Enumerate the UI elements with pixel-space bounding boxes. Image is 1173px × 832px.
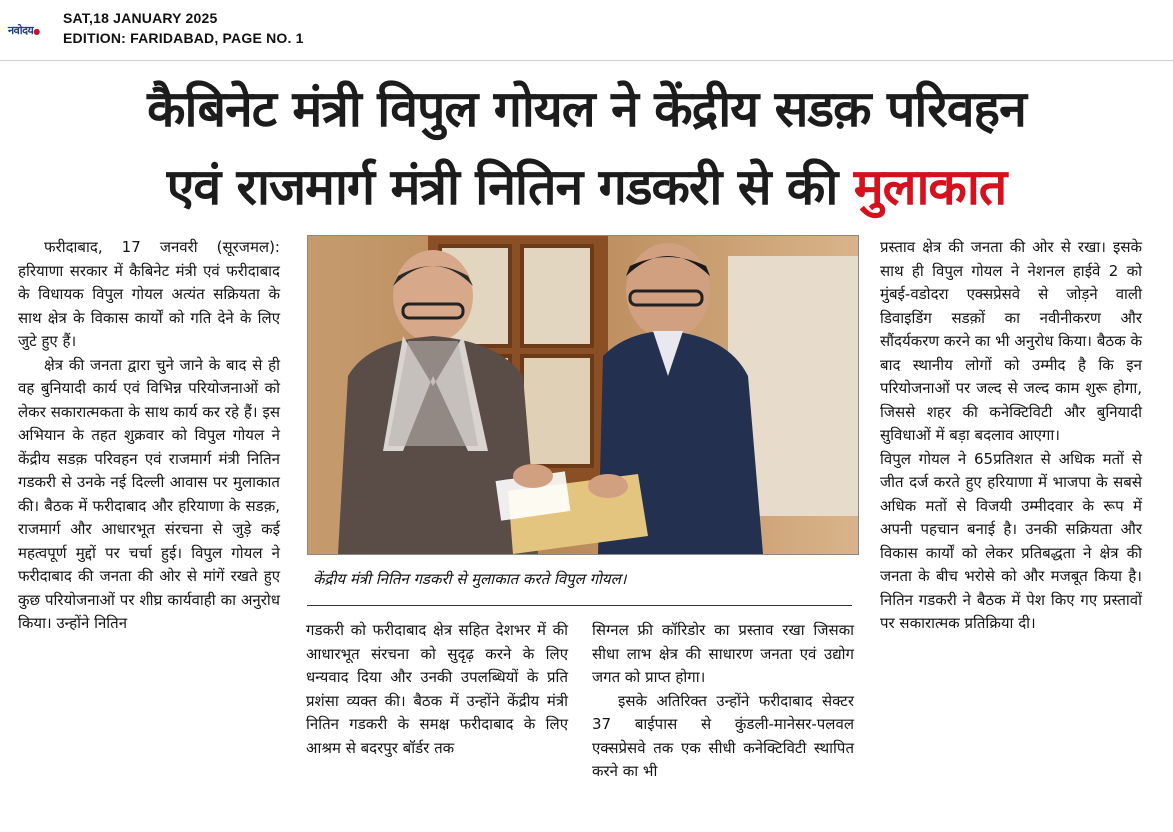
headline-line-1: कैबिनेट मंत्री विपुल गोयल ने केंद्रीय सडक़ परिवहन [147,80,1026,138]
newspaper-logo: नवोदय● [8,24,40,37]
article-paragraph: फरीदाबाद, 17 जनवरी (सूरजमल): हरियाणा सरकार में कैबिनेट मंत्री एवं फरीदाबाद के विधायक विपुल गोयल अत्यंत सक्रियता के साथ क्षेत्र के विकास कार्यों को गति देने के लिए जुटे हुए हैं। [18,238,280,350]
article-column-3 [592,619,854,784]
photo-caption: केंद्रीय मंत्री नितिन गडकरी से मुलाकात करते विपुल गोयल। [313,570,627,588]
edition-page: EDITION: FARIDABAD, PAGE NO. 1 [63,30,304,46]
logo-text: नवोदय [8,24,34,37]
article-paragraph: क्षेत्र की जनता द्वारा चुने जाने के बाद से ही वह बुनियादी कार्य एवं विभिन्न परियोजनाओं को लेकर सकारात्मकता के साथ कार्य कर रहे हैं। इस अभियान के तहत शुक्रवार को विपुल गोयल ने केंद्रीय सडक़ परिवहन एवं राजमार्ग मंत्री नितिन गडकरी से उनके नई दिल्ली आवास पर मुलाकात की। बैठक में फरीदाबाद और हरियाणा के सडक़, राजमार्ग और आधारभूत संरचना से जुड़े कई महत्वपूर्ण मुद्दों पर चर्चा हुई। विपुल गोयल ने फरीदाबाद की जनता की ओर से मांगें रखते हुए कुछ परियोजनाओं पर शीघ्र कार्यवाही का अनुरोध किया। उन्होंने नितिन [18,355,280,632]
article-paragraph: गडकरी को फरीदाबाद क्षेत्र सहित देशभर में की आधारभूत संरचना को सुदृढ़ करने के लिए धन्यवाद दिया और उनकी उपलब्धियों के प्रति प्रशंसा व्यक्त की। बैठक में उन्होंने केंद्रीय मंत्री नितिन गडकरी के समक्ष फरीदाबाद के लिए आश्रम से बदरपुर बॉर्डर तक [306,621,568,757]
article-paragraph: प्रस्ताव क्षेत्र की जनता की ओर से रखा। इसके साथ ही विपुल गोयल ने नेशनल हाईवे 2 को मुंबई-वडोदरा एक्सप्रेसवे से जोड़ने वाली डिवाइडिंग सडक़ों का नवीनीकरण और सौंदर्यकरण करने का भी अनुरोध किया। बैठक के बाद स्थानीय लोगों को उम्मीद है कि इन परियोजनाओं पर जल्द से जल्द काम शुरू होगा, जिससे शहर की कनेक्टिविटी और बुनियादी सुविधाओं में बड़ा बदलाव आएगा। [880,238,1142,444]
headline-line-2 [0,148,1173,226]
article-column-4 [880,236,1142,636]
article-paragraph: विपुल गोयल ने 65प्रतिशत से अधिक मतों से जीत दर्ज करते हुए हरियाणा में भाजपा के सबसे अधिक मतों से विजयी उम्मीदवार के रूप में अपनी पहचान बनाई है। उनकी सक्रियता और विकास कार्यों को लेकर प्रतिबद्धता ने क्षेत्र की जनता के बीच भरोसे को और मजबूत किया है। नितिन गडकरी ने बैठक में पेश किए गए प्रस्तावों पर सकारात्मक प्रतिक्रिया दी। [880,449,1142,632]
edition-date: SAT,18 JANUARY 2025 [63,10,218,26]
caption-divider [307,605,852,606]
article-paragraph: सिग्नल फ्री कॉरिडोर का प्रस्ताव रखा जिसका सीधा लाभ क्षेत्र की साधारण जनता एवं उद्योग जगत को प्राप्त होगा। [592,621,854,686]
article-column-1 [18,236,280,636]
headline-highlight: मुलाकात [853,158,1007,216]
headline [0,70,1173,226]
headline-line-2-text: एवं राजमार्ग मंत्री नितिन गडकरी से की [166,158,854,216]
edition-header [0,0,1173,61]
news-photo [307,235,859,555]
edition-meta [63,8,304,48]
article-column-2 [306,619,568,760]
article-paragraph: इसके अतिरिक्त उन्होंने फरीदाबाद सेक्टर 37 बाईपास से कुंडली-मानेसर-पलवल एक्सप्रेसवे तक एक सीधी कनेक्टिविटी स्थापित करने का भी [592,691,854,780]
meeting-photo-illustration [308,236,858,554]
